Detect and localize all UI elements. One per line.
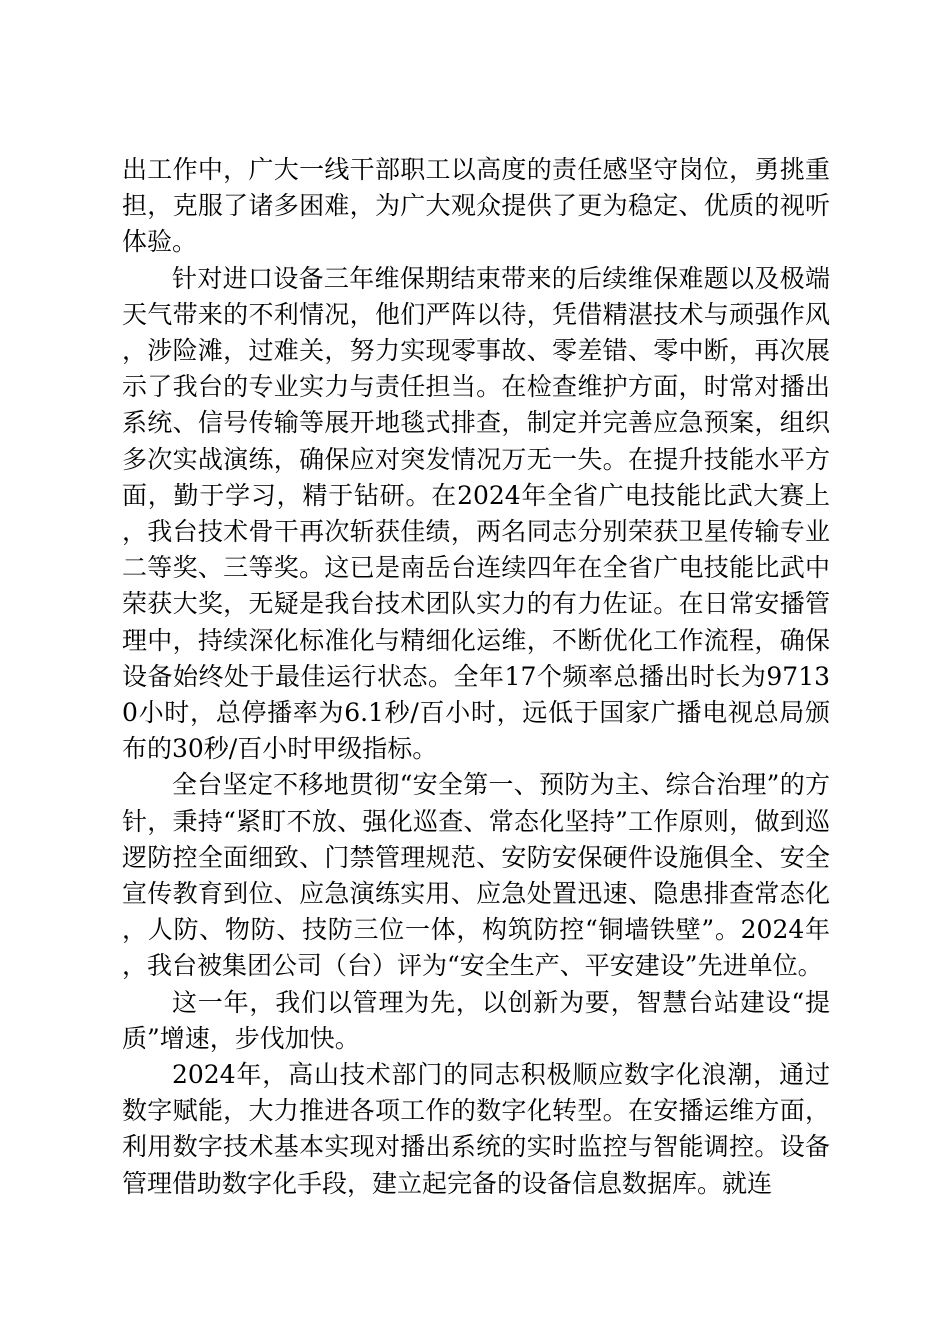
- document-page: [122, 152, 830, 1202]
- paragraph-maintenance: 针对进口设备三年维保期结束带来的后续维保难题以及极端天气带来的不利情况，他们严阵以待，凭借精湛技术与顽强作风，涉险滩，过难关，努力实现零事故、零差错、零中断，再次展示了我台的专业实力与责任担当。在检查维护方面，时常对播出系统、信号传输等展开地毯式排查，制定并完善应急预案，组织多次实战演练，确保应对突发情况万无一失。在提升技能水平方面，勤于学习，精于钻研。在2024年全省广电技能比武大赛上，我台技术骨干再次斩获佳绩，两名同志分别荣获卫星传输专业二等奖、三等奖。这已是南岳台连续四年在全省广电技能比武中荣获大奖，无疑是我台技术团队实力的有力佐证。在日常安播管理中，持续深化标准化与精细化运维，不断优化工作流程，确保设备始终处于最佳运行状态。全年17个频率总播出时长为97130小时，总停播率为6.1秒/百小时，远低于国家广播电视总局颁布的30秒/百小时甲级指标。: [122, 263, 830, 764]
- paragraph-management: 这一年，我们以管理为先，以创新为要，智慧台站建设“提质”增速，步伐加快。: [122, 987, 830, 1053]
- paragraph-continuation: 出工作中，广大一线干部职工以高度的责任感坚守岗位，勇挑重担，克服了诸多困难，为广大观众提供了更为稳定、优质的视听体验。: [122, 155, 830, 257]
- paragraph-safety: 全台坚定不移地贯彻“安全第一、预防为主、综合治理”的方针，秉持“紧盯不放、强化巡查、常态化坚持”工作原则，做到巡逻防控全面细致、门禁管理规范、安防安保硬件设施俱全、安全宣传教育到位、应急演练实用、应急处置迅速、隐患排查常态化，人防、物防、技防三位一体，构筑防控“铜墙铁壁”。2024年，我台被集团公司（台）评为“安全生产、平安建设”先进单位。: [122, 770, 830, 981]
- paragraph-digitalization: 2024年，高山技术部门的同志积极顺应数字化浪潮，通过数字赋能，大力推进各项工作的数字化转型。在安播运维方面，利用数字技术基本实现对播出系统的实时监控与智能调控。设备管理借助数字化手段，建立起完备的设备信息数据库。就连: [122, 1060, 830, 1198]
